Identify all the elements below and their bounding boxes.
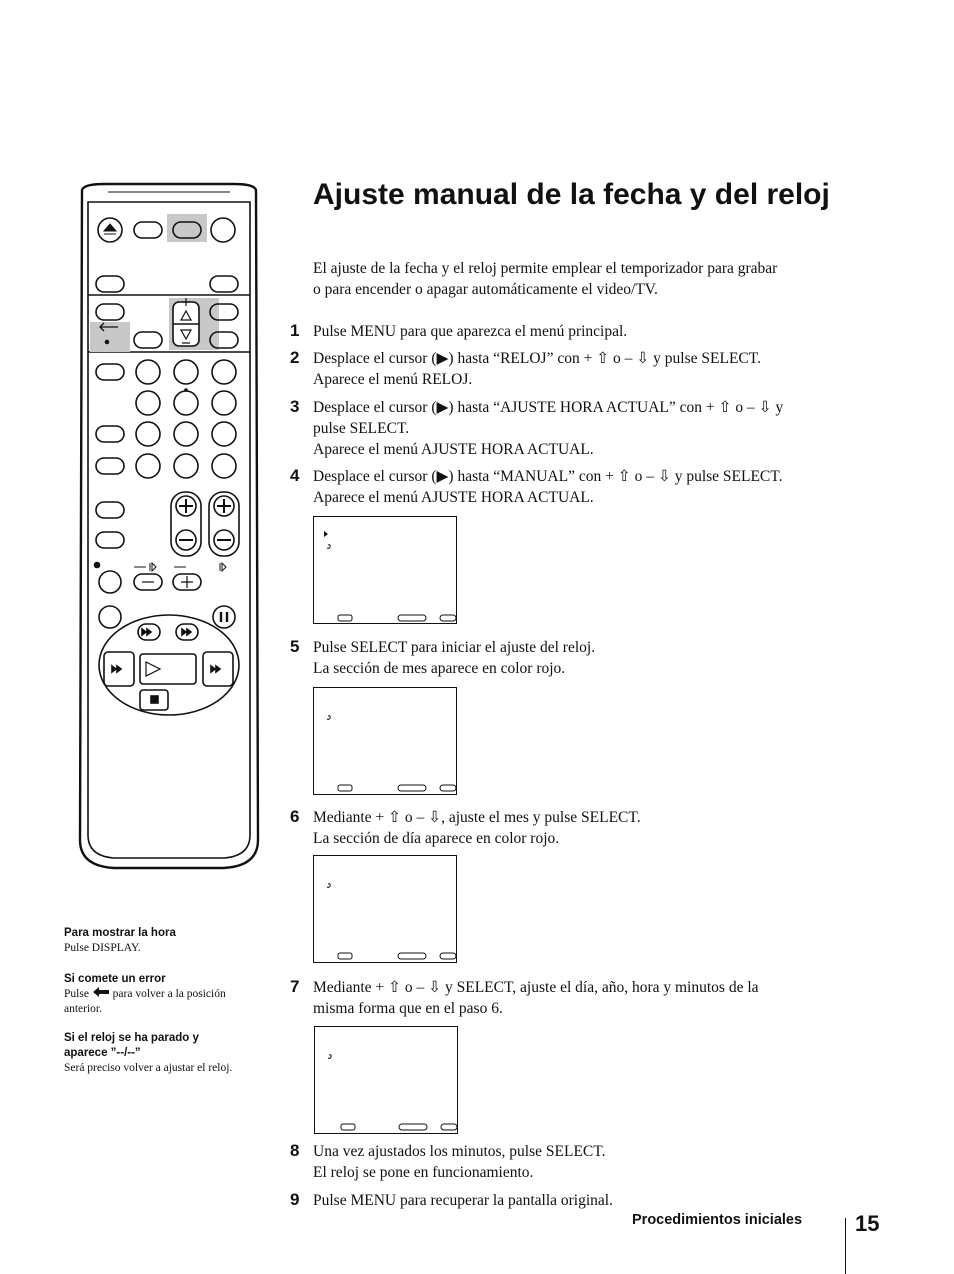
step-1 bbox=[290, 321, 850, 342]
step-text: El reloj se pone en funcionamiento. bbox=[313, 1164, 534, 1181]
section-label: Procedimientos iniciales bbox=[632, 1212, 803, 1228]
step-number: 5 bbox=[290, 637, 300, 656]
note-text: Pulse bbox=[64, 988, 89, 1000]
step-text: La sección de día aparece en color rojo. bbox=[313, 830, 560, 847]
step-text: pulse SELECT. bbox=[313, 420, 410, 437]
note-error bbox=[64, 972, 279, 1017]
step-number: 1 bbox=[290, 321, 300, 340]
step-6 bbox=[290, 807, 850, 849]
page-number: 15 bbox=[855, 1211, 880, 1236]
step-number: 9 bbox=[290, 1190, 300, 1209]
note-text: Será preciso volver a ajustar el reloj. bbox=[64, 1062, 233, 1074]
step-9 bbox=[290, 1190, 850, 1211]
step-text: Desplace el cursor (▶) hasta “MANUAL” con + ⇧ o – ⇩ y pulse SELECT. bbox=[313, 468, 783, 485]
step-7 bbox=[290, 977, 850, 1019]
note-text: para volver a la posición bbox=[112, 988, 226, 1000]
note-heading: aparece ”--/--” bbox=[64, 1047, 141, 1059]
note-heading: Si comete un error bbox=[64, 973, 166, 985]
step-2 bbox=[290, 348, 850, 390]
step-number: 7 bbox=[290, 977, 300, 996]
tv-screen-illustration bbox=[314, 1026, 458, 1134]
step-3 bbox=[290, 397, 850, 460]
note-text: anterior. bbox=[64, 1003, 102, 1015]
footer-divider bbox=[845, 1218, 846, 1274]
tv-screen-illustration bbox=[313, 855, 457, 963]
back-arrow-icon bbox=[92, 987, 110, 997]
note-heading: Si el reloj se ha parado y bbox=[64, 1032, 199, 1044]
step-5 bbox=[290, 637, 850, 679]
step-number: 3 bbox=[290, 397, 300, 416]
step-text: misma forma que en el paso 6. bbox=[313, 1000, 503, 1017]
note-text: Pulse DISPLAY. bbox=[64, 942, 141, 954]
step-number: 6 bbox=[290, 807, 300, 826]
step-text: Desplace el cursor (▶) hasta “RELOJ” con + ⇧ o – ⇩ y pulse SELECT. bbox=[313, 350, 761, 367]
intro-line: El ajuste de la fecha y el reloj permite emplear el temporizador para grabar bbox=[313, 260, 778, 277]
step-text: Mediante + ⇧ o – ⇩, ajuste el mes y pulse SELECT. bbox=[313, 809, 641, 826]
step-number: 8 bbox=[290, 1141, 300, 1160]
tv-screen-illustration bbox=[313, 687, 457, 795]
note-clock-stopped bbox=[64, 1031, 279, 1076]
step-4 bbox=[290, 466, 850, 508]
step-text: Una vez ajustados los minutos, pulse SELECT. bbox=[313, 1143, 606, 1160]
note-heading: Para mostrar la hora bbox=[64, 927, 176, 939]
step-8 bbox=[290, 1141, 850, 1183]
note-show-time bbox=[64, 926, 279, 956]
intro-paragraph bbox=[313, 258, 858, 300]
step-text: Aparece el menú RELOJ. bbox=[313, 371, 473, 388]
step-text: Pulse SELECT para iniciar el ajuste del reloj. bbox=[313, 639, 596, 656]
step-text: Mediante + ⇧ o – ⇩ y SELECT, ajuste el día, año, hora y minutos de la bbox=[313, 979, 759, 996]
step-number: 2 bbox=[290, 348, 300, 367]
note-text-line bbox=[64, 987, 279, 1002]
page-title: Ajuste manual de la fecha y del reloj bbox=[313, 178, 830, 211]
intro-line: o para encender o apagar automáticamente el video/TV. bbox=[313, 281, 658, 298]
remote-control-illustration bbox=[74, 180, 264, 870]
step-number: 4 bbox=[290, 466, 300, 485]
step-text: Aparece el menú AJUSTE HORA ACTUAL. bbox=[313, 489, 594, 506]
step-text: Pulse MENU para recuperar la pantalla original. bbox=[313, 1192, 613, 1209]
tv-screen-illustration bbox=[313, 516, 457, 624]
step-text: Pulse MENU para que aparezca el menú principal. bbox=[313, 323, 628, 340]
step-text: Aparece el menú AJUSTE HORA ACTUAL. bbox=[313, 441, 594, 458]
step-text: La sección de mes aparece en color rojo. bbox=[313, 660, 566, 677]
step-text: Desplace el cursor (▶) hasta “AJUSTE HORA ACTUAL” con + ⇧ o – ⇩ y bbox=[313, 399, 784, 416]
